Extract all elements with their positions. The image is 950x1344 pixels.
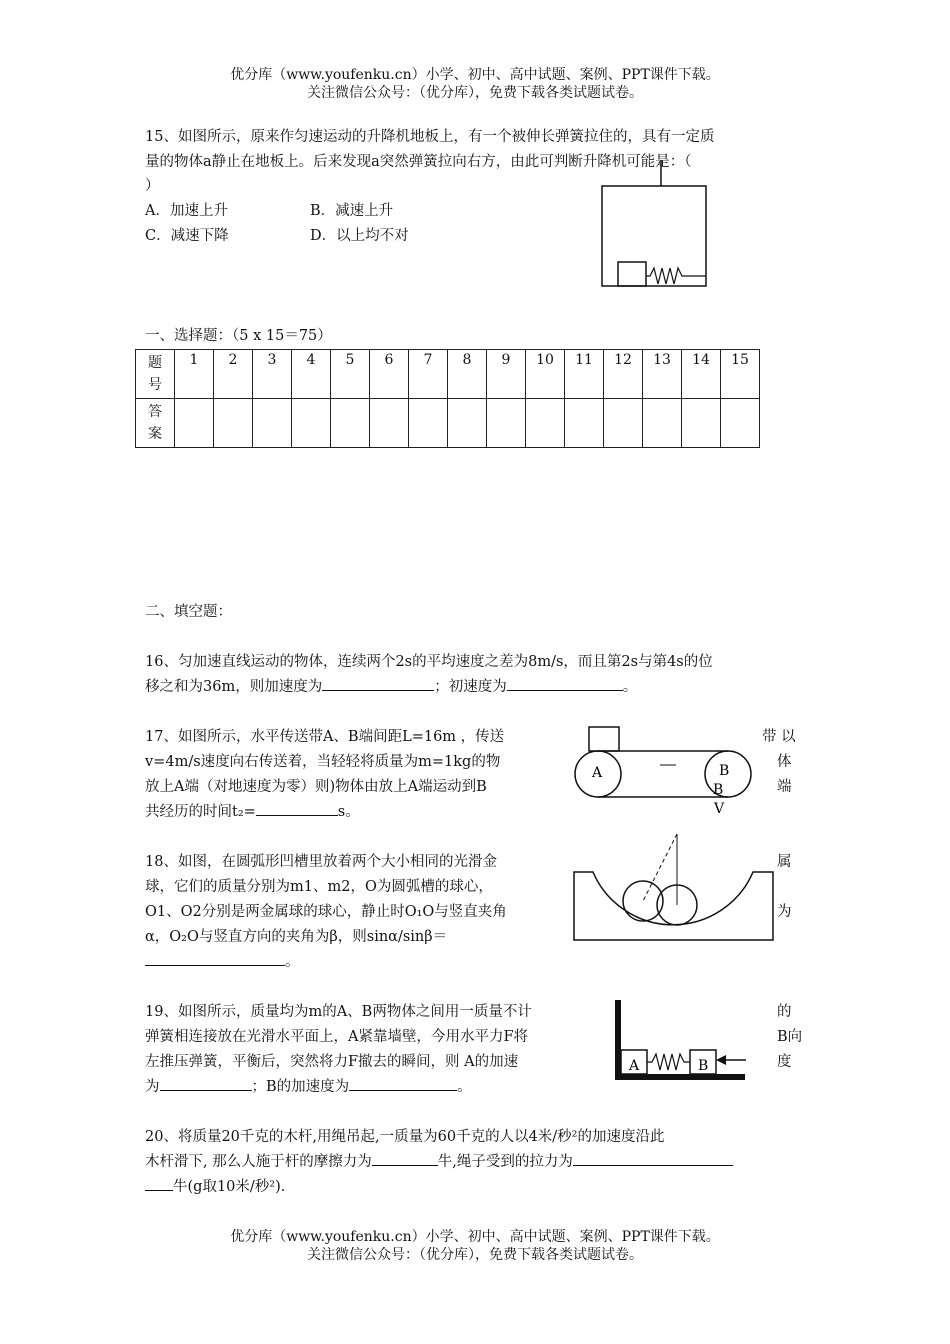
answer-cell[interactable]: [214, 399, 253, 448]
q19-text: 为: [145, 1079, 160, 1095]
q15-line-3: ）: [145, 178, 160, 194]
label-v: V: [714, 801, 725, 817]
label-a: A: [629, 1058, 640, 1074]
label-b-end: B: [713, 782, 724, 798]
q20-line-2: [145, 1150, 733, 1175]
q18-ratio-blank[interactable]: [145, 951, 285, 966]
q15-line-2: 量的物体a静止在地板上。后来发现a突然弹簧拉向右方，由此可判断升降机可能是：（: [145, 154, 692, 170]
q17-line-3: 放上A端（对地速度为零）则)物体由放上A端运动到B: [145, 779, 487, 795]
answer-cell[interactable]: [526, 399, 565, 448]
q15-option-c: C．减速下降: [145, 228, 229, 244]
q17-line-2: v=4m/s速度向右传送着，当轻轻将质量为m=1kg的物: [145, 754, 501, 770]
q18-line-1: 18、如图，在圆弧形凹槽里放着两个大小相同的光滑金: [145, 854, 497, 870]
question-number-cell: 10: [526, 350, 565, 399]
page-header: [0, 66, 950, 102]
q17-right-3: 端: [777, 779, 792, 795]
q16-text: 。: [622, 679, 638, 695]
spring: [647, 1054, 690, 1070]
q20-text: 木杆滑下, 那么人施于杆的摩擦力为: [145, 1154, 372, 1170]
q18-right-1: 属: [777, 854, 792, 870]
q19-right-3: 度: [777, 1054, 792, 1070]
answer-cell[interactable]: [721, 399, 760, 448]
force-arrowhead: [716, 1055, 726, 1065]
q19-line-2: 弹簧相连接放在光滑水平面上，A紧靠墙壁，今用水平力F将: [145, 1029, 529, 1045]
header-line-2: 关注微信公众号：（优分库），免费下载各类试题试卷。: [307, 85, 643, 101]
section2-title: 二、填空题：: [145, 604, 232, 620]
answer-table-header-row: [136, 350, 760, 399]
q19-right-1: 的: [777, 1004, 792, 1020]
q20-text: 牛,绳子受到的拉力为: [437, 1154, 573, 1170]
q19-b-acceleration-blank[interactable]: [349, 1076, 457, 1091]
question-number-cell: 14: [682, 350, 721, 399]
groove-block: [574, 872, 773, 940]
q16-text: ；初速度为: [434, 679, 507, 695]
label-a: A: [592, 765, 603, 781]
question-number-cell: 13: [643, 350, 682, 399]
q19-text: 。: [457, 1079, 472, 1095]
q17-time-blank[interactable]: [256, 801, 338, 816]
q19-text: ；B的加速度为: [251, 1079, 350, 1095]
answer-cell[interactable]: [253, 399, 292, 448]
q15-option-a: A．加速上升: [145, 203, 228, 219]
q20-tension-blank-cont[interactable]: [145, 1176, 173, 1191]
q17-text: 共经历的时间t₂=: [145, 804, 256, 820]
question-number-cell: 2: [214, 350, 253, 399]
answer-cell[interactable]: [604, 399, 643, 448]
answer-cell[interactable]: [409, 399, 448, 448]
q18-text: 。: [285, 954, 300, 970]
question-number-cell: 12: [604, 350, 643, 399]
block-on-belt: [589, 727, 619, 751]
row-label-question-number: [136, 350, 175, 399]
floor: [615, 1074, 745, 1080]
q20-line-1: 20、将质量20千克的木杆,用绳吊起,一质量为60千克的人以4米/秒²的加速度沿此: [145, 1129, 665, 1145]
q20-line-3: [145, 1175, 285, 1200]
q17-right-2: 体: [777, 754, 792, 770]
elevator-diagram: [600, 160, 710, 290]
q19-right-2: B向: [777, 1029, 803, 1045]
label-b: B: [719, 763, 730, 779]
q16-initial-velocity-blank[interactable]: [507, 676, 623, 691]
answer-cell[interactable]: [175, 399, 214, 448]
q16-line-2: [145, 675, 637, 700]
answer-cell[interactable]: [643, 399, 682, 448]
label-char: 案: [148, 426, 162, 442]
question-number-cell: 4: [292, 350, 331, 399]
page-footer: [0, 1228, 950, 1264]
answer-table: [135, 349, 760, 448]
question-number-cell: 6: [370, 350, 409, 399]
spring-wall-diagram: [612, 1000, 752, 1085]
answer-table-answer-row: [136, 399, 760, 448]
row-label-answer: [136, 399, 175, 448]
circular-groove-diagram: [573, 832, 773, 944]
question-number-cell: 9: [487, 350, 526, 399]
answer-cell[interactable]: [565, 399, 604, 448]
answer-cell[interactable]: [292, 399, 331, 448]
q20-text: 牛(g取10米/秒²).: [173, 1179, 286, 1195]
q17-text: s。: [337, 804, 360, 820]
q17-line-1: 17、如图所示，水平传送带A、B端间距L=16m ，传送: [145, 729, 505, 745]
q20-tension-blank[interactable]: [573, 1151, 733, 1166]
footer-line-2: 关注微信公众号：（优分库），免费下载各类试题试卷。: [307, 1247, 643, 1263]
q15-option-d: D．以上均不对: [310, 228, 409, 244]
label-b: B: [698, 1058, 709, 1074]
q19-line-4: [145, 1075, 472, 1100]
answer-cell[interactable]: [370, 399, 409, 448]
question-number-cell: 8: [448, 350, 487, 399]
q15-line-1: 15、如图所示，原来作匀速运动的升降机地板上，有一个被伸长弹簧拉住的，具有一定质: [145, 129, 715, 145]
section1-title: 一、选择题：（5 x 15＝75）: [145, 328, 332, 344]
question-number-cell: 15: [721, 350, 760, 399]
q18-line-5: [145, 950, 300, 975]
question-number-cell: 11: [565, 350, 604, 399]
q18-line-3: O1、O2分别是两金属球的球心，静止时O₁O与竖直夹角: [145, 904, 507, 920]
label-char: 号: [148, 377, 162, 393]
q19-a-acceleration-blank[interactable]: [160, 1076, 252, 1091]
q16-text: 移之和为36m，则加速度为: [145, 679, 323, 695]
q16-line-1: 16、匀加速直线运动的物体，连续两个2s的平均速度之差为8m/s，而且第2s与第4s的位: [145, 654, 713, 670]
wall: [615, 1000, 621, 1080]
q18-line-2: 球，它们的质量分别为m1、m2，O为圆弧槽的球心，: [145, 879, 493, 895]
q17-right-1: 带 以: [762, 729, 796, 745]
footer-line-1: 优分库（www.youfenku.cn）小学、初中、高中试题、案例、PPT课件下载。: [230, 1229, 720, 1245]
label-char: 题: [148, 355, 162, 371]
question-number-cell: 5: [331, 350, 370, 399]
question-number-cell: 1: [175, 350, 214, 399]
q19-line-3: 左推压弹簧，平衡后，突然将力F撤去的瞬间，则 A的加速: [145, 1054, 519, 1070]
answer-cell[interactable]: [331, 399, 370, 448]
question-number-cell: 7: [409, 350, 448, 399]
answer-cell[interactable]: [448, 399, 487, 448]
q17-line-4: [145, 800, 360, 825]
answer-cell[interactable]: [682, 399, 721, 448]
header-line-1: 优分库（www.youfenku.cn）小学、初中、高中试题、案例、PPT课件下载。: [230, 67, 720, 83]
q18-line-4: α，O₂O与竖直方向的夹角为β，则sinα/sinβ＝: [145, 929, 448, 945]
conveyor-belt-diagram: [570, 727, 770, 822]
q20-friction-blank[interactable]: [372, 1151, 438, 1166]
q15-option-b: B．减速上升: [310, 203, 394, 219]
label-char: 答: [148, 404, 162, 420]
answer-cell[interactable]: [487, 399, 526, 448]
q19-line-1: 19、如图所示，质量均为m的A、B两物体之间用一质量不计: [145, 1004, 532, 1020]
question-number-cell: 3: [253, 350, 292, 399]
q16-acceleration-blank[interactable]: [322, 676, 434, 691]
q18-right-2: 为: [777, 904, 792, 920]
